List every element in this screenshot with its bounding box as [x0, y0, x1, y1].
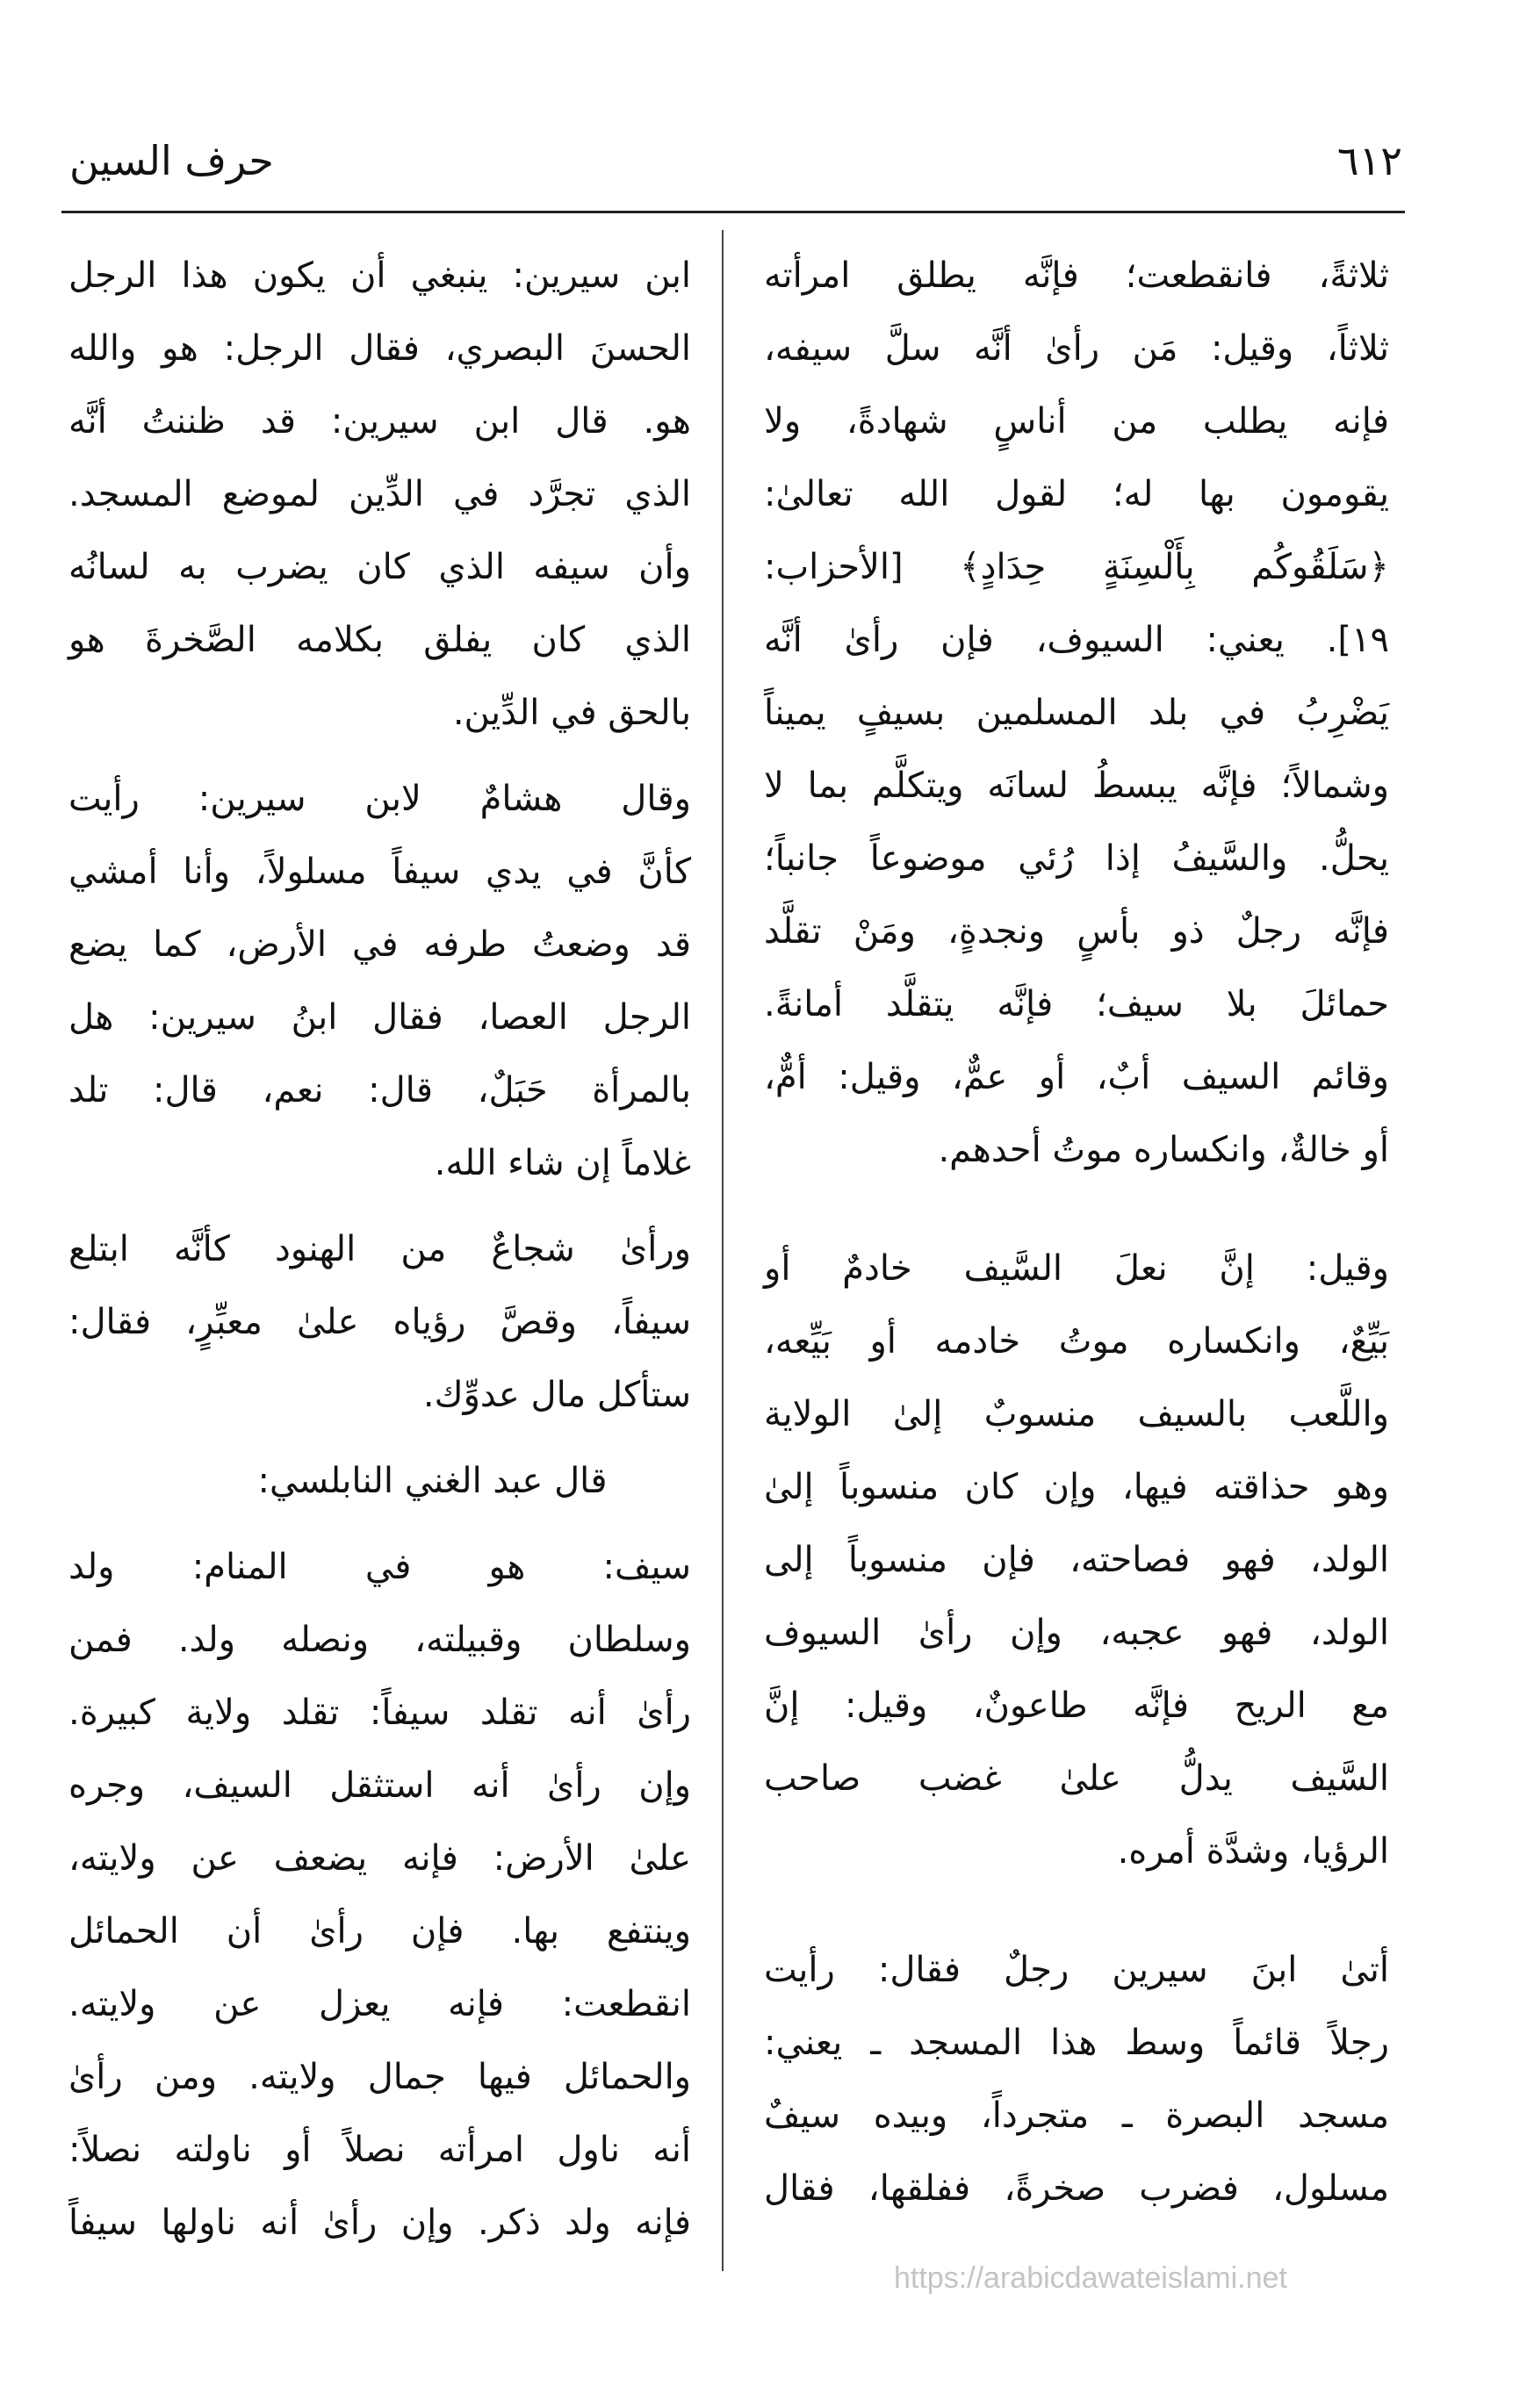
paragraph — [68, 1213, 691, 1432]
text-line: قد وضعتُ طرفه في الأرض، كما يضع — [68, 924, 691, 965]
text-line: السَّيف يدلُّ علىٰ غضب صاحب — [764, 1758, 1389, 1799]
text-line: فإنه يطلب من أناسٍ شهادةً، ولا — [764, 401, 1389, 442]
text-line: فإنه ولد ذكر. وإن رأىٰ أنه ناولها سيفاً — [68, 2203, 691, 2243]
text-line: واللَّعب بالسيف منسوبٌ إلىٰ الولاية — [764, 1394, 1389, 1434]
text-line: ﴿سَلَقُوكُم بِأَلْسِنَةٍ حِدَادٍ﴾ [الأحزاب: — [764, 547, 1389, 587]
text-line: أتىٰ ابنَ سيرين رجلٌ فقال: رأيت — [764, 1950, 1389, 1990]
text-line: الرؤيا، وشدَّة أمره. — [1117, 1831, 1389, 1872]
text-line: وينتفع بها. فإن رأىٰ أن الحمائل — [68, 1911, 691, 1952]
text-line: رأىٰ أنه تقلد سيفاً: تقلد ولاية كبيرة. — [68, 1693, 691, 1733]
text-line: مسلول، فضرب صخرةً، ففلقها، فقال — [764, 2168, 1389, 2209]
text-line: يحلُّ. والسَّيفُ إذا رُئي موضوعاً جانباً؛ — [764, 838, 1389, 879]
text-line: والحمائل فيها جمال ولايته. ومن رأىٰ — [68, 2057, 691, 2097]
text-line: ثلاثةً، فانقطعت؛ فإنَّه يطلق امرأته — [764, 255, 1389, 296]
text-line: الحسنَ البصري، فقال الرجل: هو والله — [68, 328, 691, 369]
text-line: يقومون بها له؛ لقول الله تعالىٰ: — [764, 474, 1389, 514]
paragraph — [764, 240, 1389, 1187]
text-line: ابن سيرين: ينبغي أن يكون هذا الرجل — [68, 255, 691, 296]
text-line: سيف: هو في المنام: ولد — [68, 1547, 691, 1587]
paragraph — [68, 1531, 691, 2260]
text-line: ستأكل مال عدوِّك. — [422, 1375, 691, 1415]
running-title: حرف السين — [69, 137, 274, 184]
text-line: الذي تجرَّد في الدِّين لموضع المسجد. — [68, 474, 691, 514]
text-line: غلاماً إن شاء الله. — [434, 1143, 691, 1183]
text-line: مع الريح فإنَّه طاعونٌ، وقيل: إنَّ — [764, 1686, 1389, 1726]
text-line: فإنَّه رجلٌ ذو بأسٍ ونجدةٍ، ومَنْ تقلَّد — [764, 911, 1389, 952]
text-line: وشمالاً؛ فإنَّه يبسطُ لسانَه ويتكلَّم بما لا — [764, 766, 1389, 806]
text-line: بالحق في الدِّين. — [452, 693, 691, 733]
text-line: وقائم السيف أبٌ، أو عمٌّ، وقيل: أمٌّ، — [764, 1057, 1389, 1097]
text-line: وهو حذاقته فيها، وإن كان منسوباً إلىٰ — [764, 1467, 1389, 1507]
text-line: أو خالةٌ، وانكساره موتُ أحدهم. — [938, 1130, 1389, 1170]
text-line: ورأىٰ شجاعٌ من الهنود كأنَّه ابتلع — [68, 1229, 691, 1269]
text-line: وأن سيفه الذي كان يضرب به لسانُه — [68, 547, 691, 587]
text-column-left — [68, 240, 691, 2260]
text-line: هو. قال ابن سيرين: قد ظننتُ أنَّه — [68, 401, 691, 442]
text-column-right — [764, 240, 1389, 2225]
text-line: وقال هشامٌ لابن سيرين: رأيت — [68, 779, 691, 819]
text-line: يَضْرِبُ في بلد المسلمين بسيفٍ يميناً — [764, 693, 1389, 733]
paragraph — [764, 1934, 1389, 2225]
paragraph — [68, 763, 691, 1200]
text-line: بالمرأة حَبَلٌ، قال: نعم، قال: تلد — [68, 1070, 691, 1111]
text-line: مسجد البصرة ـ متجرداً، وبيده سيفٌ — [764, 2095, 1389, 2136]
paragraph — [68, 240, 691, 750]
header-rule — [61, 211, 1405, 213]
paragraph — [764, 1233, 1389, 1888]
text-line: وقيل: إنَّ نعلَ السَّيف خادمٌ أو — [764, 1248, 1389, 1289]
section-heading — [68, 1445, 691, 1518]
text-line: قال عبد الغني النابلسي: — [257, 1461, 608, 1501]
text-line: حمائلَ بلا سيف؛ فإنَّه يتقلَّد أمانةً. — [764, 984, 1389, 1024]
text-line: سيفاً، وقصَّ رؤياه علىٰ معبِّرٍ، فقال: — [68, 1302, 691, 1342]
text-line: ثلاثاً، وقيل: مَن رأىٰ أنَّه سلَّ سيفه، — [764, 328, 1389, 369]
text-line: كأنَّ في يدي سيفاً مسلولاً، وأنا أمشي — [68, 852, 691, 892]
text-line: وسلطان وقبيلته، ونصله ولد. فمن — [68, 1620, 691, 1660]
page-number: ٦١٢ — [1336, 137, 1402, 184]
text-line: انقطعت: فإنه يعزل عن ولايته. — [68, 1984, 691, 2024]
text-line: الولد، فهو فصاحته، فإن منسوباً إلى — [764, 1540, 1389, 1580]
text-line: أنه ناول امرأته نصلاً أو ناولته نصلاً: — [68, 2130, 691, 2170]
text-line: الذي كان يفلق بكلامه الصَّخرةَ هو — [68, 620, 691, 660]
text-line: وإن رأىٰ أنه استثقل السيف، وجره — [68, 1765, 691, 1806]
text-line: الرجل العصا، فقال ابنُ سيرين: هل — [68, 997, 691, 1038]
text-line: الولد، فهو عجبه، وإن رأىٰ السيوف — [764, 1613, 1389, 1653]
watermark-url: https://arabicdawateislami.net — [894, 2261, 1287, 2295]
text-line: رجلاً قائماً وسط هذا المسجد ـ يعني: — [764, 2023, 1389, 2063]
text-line: علىٰ الأرض: فإنه يضعف عن ولايته، — [68, 1838, 691, 1879]
text-line: ١٩]. يعني: السيوف، فإن رأىٰ أنَّه — [764, 620, 1389, 660]
text-line: بَيِّعٌ، وانكساره موتُ خادمه أو بَيِّعه، — [764, 1321, 1389, 1362]
column-divider — [722, 230, 724, 2271]
